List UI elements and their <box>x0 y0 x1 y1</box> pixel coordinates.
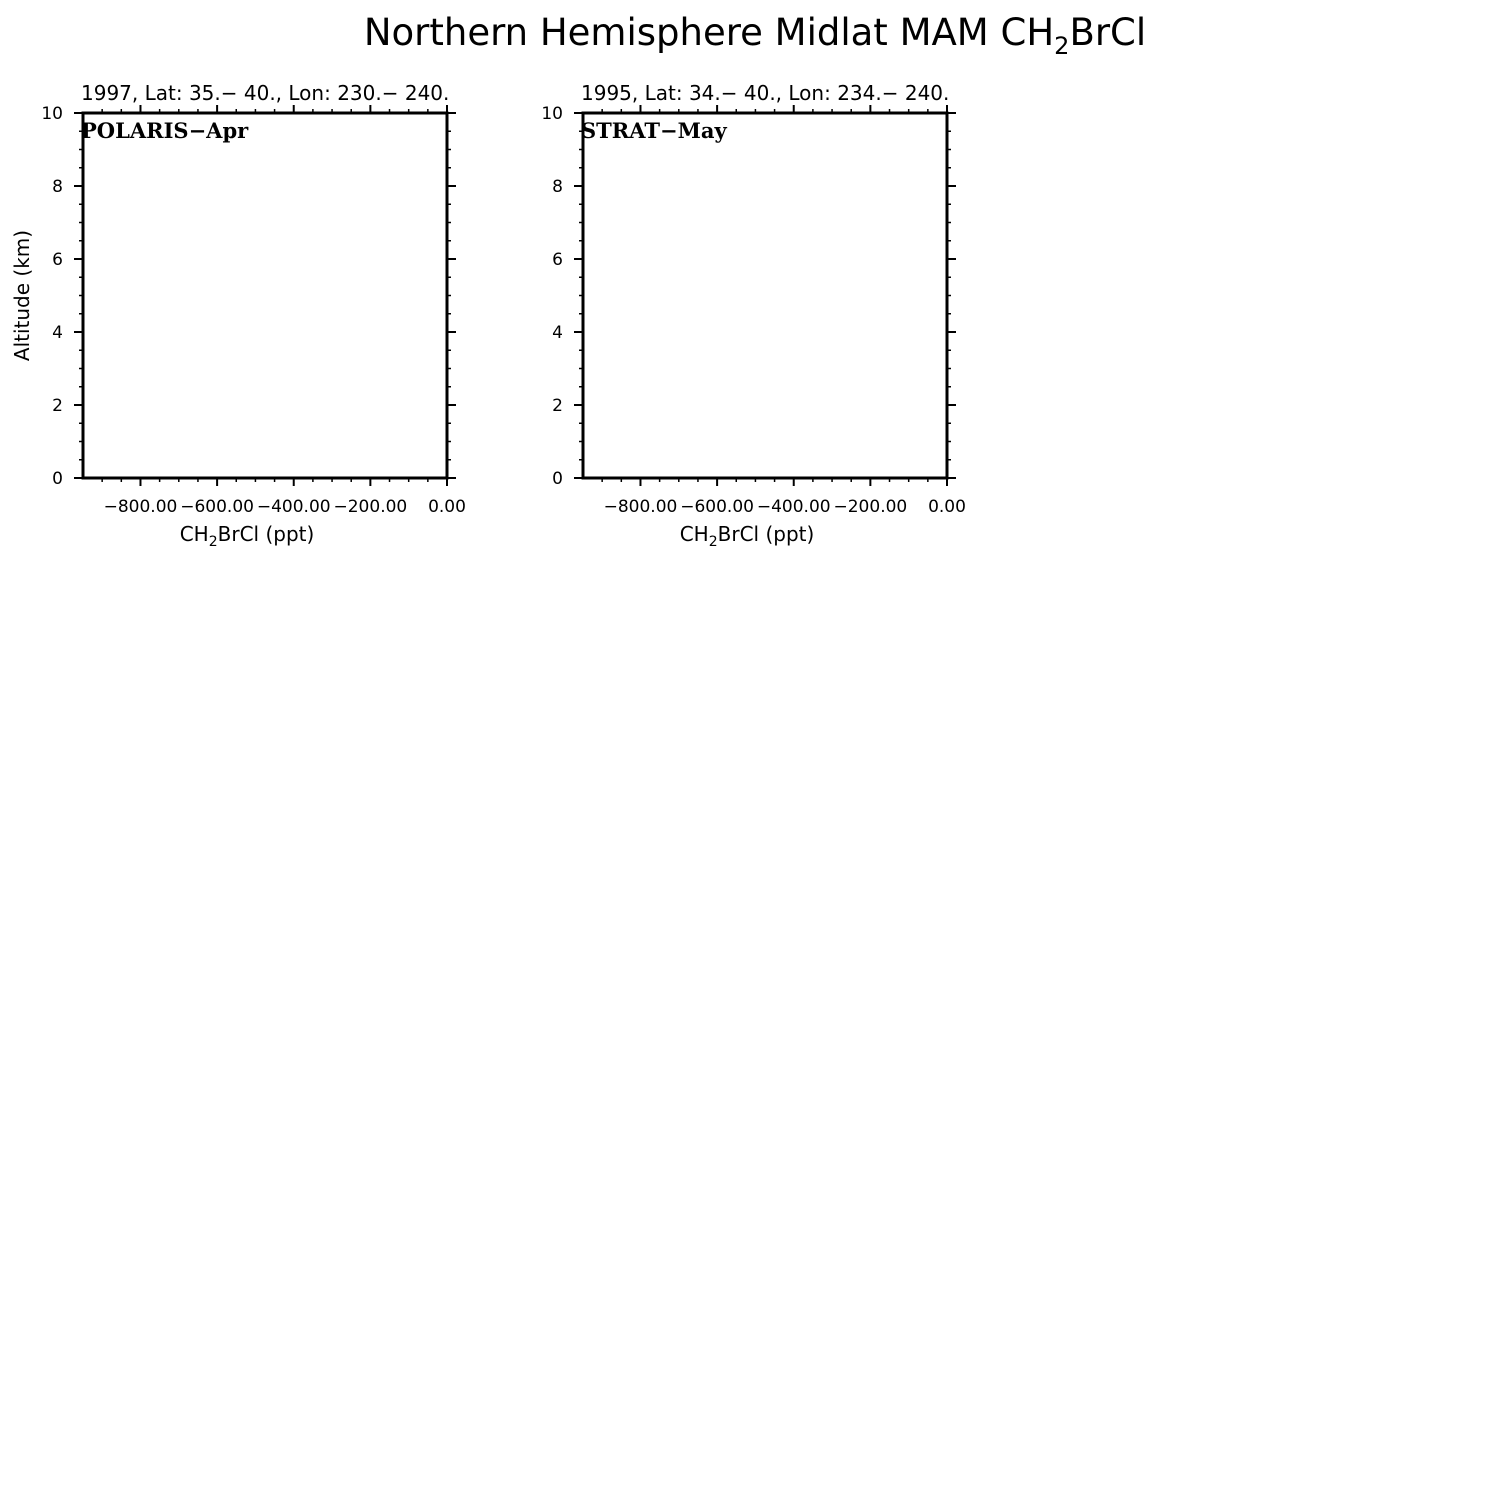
x-tick-label: −400.00 <box>256 497 331 517</box>
y-tick-label: 6 <box>552 250 563 270</box>
panel-subtitle: 1995, Lat: 34.− 40., Lon: 234.− 240. <box>581 81 950 105</box>
x-axis-label-end: BrCl (ppt) <box>217 522 315 546</box>
chart-panel-1 <box>10 81 466 550</box>
y-tick-label: 10 <box>541 104 563 124</box>
y-tick-label: 6 <box>52 250 63 270</box>
plot-frame <box>583 113 947 478</box>
y-tick-label: 4 <box>52 323 63 343</box>
x-tick-label: 0.00 <box>428 497 466 517</box>
y-tick-label: 0 <box>552 469 563 489</box>
figure-title-subscript: 2 <box>1054 32 1070 60</box>
figure-title-main: Northern Hemisphere Midlat MAM CH <box>363 11 1055 54</box>
y-tick-label: 8 <box>552 177 563 197</box>
y-axis-label: Altitude (km) <box>10 229 34 362</box>
figure-title-end: BrCl <box>1069 11 1147 54</box>
x-axis-label-subscript: 2 <box>208 534 218 550</box>
panel-subtitle: 1997, Lat: 35.− 40., Lon: 230.− 240. <box>81 81 450 105</box>
x-axis-label <box>180 522 315 550</box>
x-tick-label: −200.00 <box>333 497 408 517</box>
y-tick-label: 10 <box>41 104 63 124</box>
y-tick-label: 8 <box>52 177 63 197</box>
plot-frame <box>83 113 447 478</box>
x-axis-label-end: BrCl (ppt) <box>717 522 815 546</box>
x-tick-label: −600.00 <box>180 497 254 517</box>
y-tick-label: 2 <box>52 396 63 416</box>
x-tick-label: −400.00 <box>756 497 831 517</box>
x-axis-label-main: CH <box>679 522 709 546</box>
panel-label: POLARIS−Apr <box>81 118 249 143</box>
y-tick-label: 0 <box>52 469 63 489</box>
y-tick-label: 2 <box>552 396 563 416</box>
chart-panels <box>10 81 966 550</box>
panel-label: STRAT−May <box>581 118 727 143</box>
figure-title <box>364 11 1146 60</box>
x-axis-label-main: CH <box>179 522 209 546</box>
x-axis-label <box>680 522 815 550</box>
x-tick-label: −200.00 <box>833 497 908 517</box>
chart-panel-2 <box>541 81 966 550</box>
y-tick-label: 4 <box>552 323 563 343</box>
x-tick-label: −800.00 <box>103 497 178 517</box>
x-tick-label: −800.00 <box>603 497 678 517</box>
x-tick-label: 0.00 <box>928 497 966 517</box>
x-tick-label: −600.00 <box>680 497 754 517</box>
x-axis-label-subscript: 2 <box>708 534 718 550</box>
